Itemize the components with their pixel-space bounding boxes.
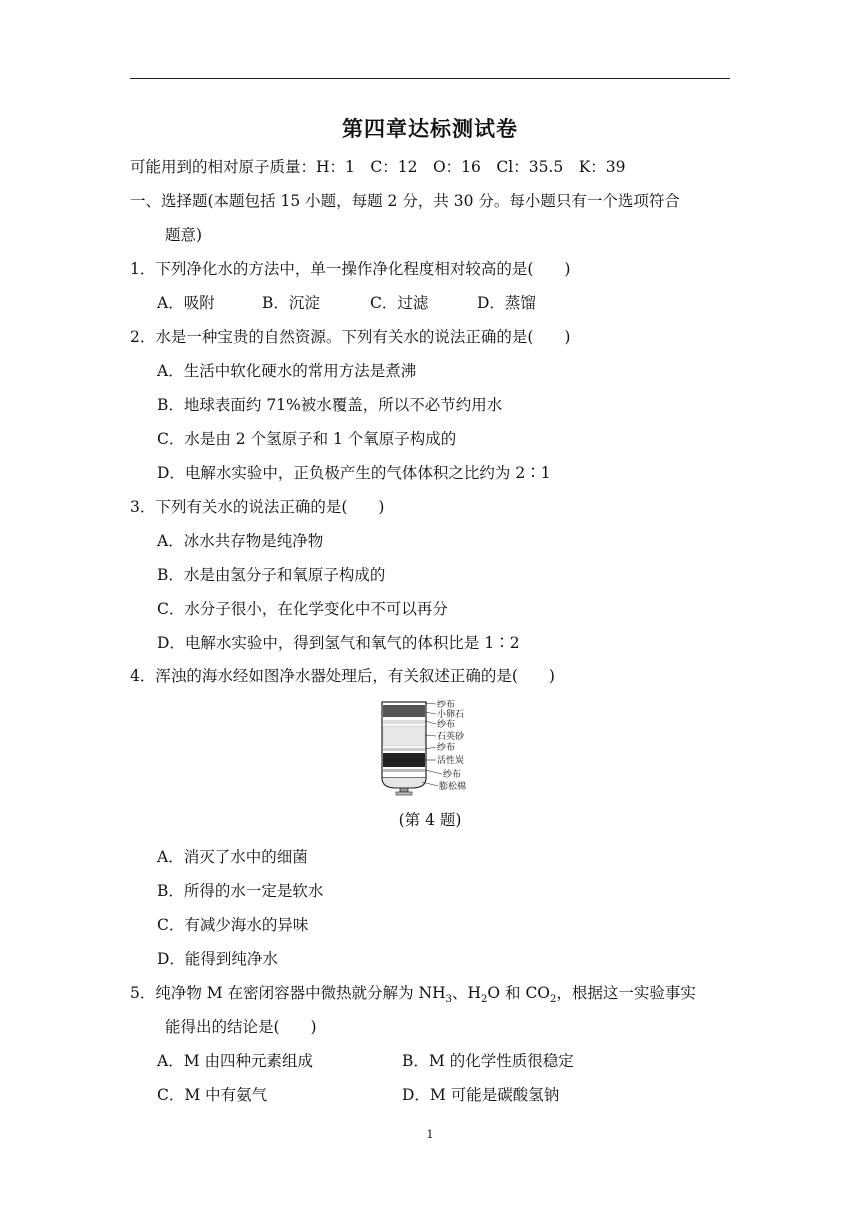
water-purifier-figure [378,700,488,800]
q3-option-b: B．水是由氢分子和氧原子构成的 [157,566,386,584]
gauze-layer-3 [383,769,425,772]
q3-option-c: C．水分子很小，在化学变化中不可以再分 [157,600,448,618]
q4-option-a: A．消灭了水中的细菌 [157,848,308,866]
label-quartz-sand: 石英砂 [437,732,465,742]
figure-caption: (第 4 题) [398,811,462,829]
label-gauze-1: 纱布 [437,700,456,710]
q5-option-a: A．M 由四种元素组成 [157,1052,313,1070]
q1-option-d: D．蒸馏 [477,294,536,312]
section-heading: 一、选择题(本题包括 15 小题，每题 2 分，共 30 分。每小题只有一个选项符合 [130,192,680,210]
label-gauze-3: 纱布 [437,743,456,753]
question-5-stem: 5．纯净物 M 在密闭容器中微热就分解为 $NH_3$、$H_2O$ 和 $CO_2$，根据这一实验事实 [130,984,696,1006]
question-2-stem: 2．水是一种宝贵的自然资源。下列有关水的说法正确的是( ) [130,328,571,346]
question-3-stem: 3．下列有关水的说法正确的是( ) [130,498,385,516]
quartz-sand-layer [383,726,425,746]
q2-option-a: A．生活中软化硬水的常用方法是煮沸 [157,362,417,380]
q1-option-a: A．吸附 [157,294,215,312]
page-number: 1 [426,1128,434,1141]
bottle-cap [400,788,408,792]
label-gauze-2: 纱布 [437,720,456,730]
page-title: 第四章达标测试卷 [342,117,518,141]
header-rule [130,78,730,79]
gauze-layer [383,720,425,724]
question-5-stem-cont: 能得出的结论是( ) [165,1018,317,1036]
label-gauze-4: 纱布 [443,770,462,780]
section-heading-cont: 题意) [165,226,203,244]
bottle-bottom [382,778,426,788]
question-4-stem: 4．浑浊的海水经如图净水器处理后，有关叙述正确的是( ) [130,667,555,685]
label-cotton: 膨松棉 [439,782,467,792]
q2-option-b: B．地球表面约 71%被水覆盖，所以不必节约用水 [157,396,503,414]
gauze-layer-2 [383,748,425,751]
label-activated-carbon: 活性炭 [437,756,465,766]
q3-option-a: A．冰水共存物是纯净物 [157,532,324,550]
q2-option-c: C．水是由 2 个氢原子和 1 个氧原子构成的 [157,430,457,448]
q5-option-c: C．M 中有氨气 [157,1086,268,1104]
question-1-stem: 1．下列净化水的方法中，单一操作净化程度相对较高的是( ) [130,260,571,278]
label-pebbles: 小卵石 [437,710,465,720]
q5-option-b: B．M 的化学性质很稳定 [402,1052,574,1070]
q1-option-b: B．沉淀 [262,294,320,312]
q4-option-b: B．所得的水一定是软水 [157,882,324,900]
activated-carbon-layer [383,753,425,767]
q1-option-c: C．过滤 [370,294,429,312]
atomic-masses-note: 可能用到的相对原子质量：H：1 C：12 O：16 Cl：35.5 K：39 [130,158,626,176]
pebble-layer [383,705,425,717]
q4-option-d: D．能得到纯净水 [157,950,278,968]
q2-option-d: D．电解水实验中，正负极产生的气体体积之比约为 2∶1 [157,464,551,482]
q3-option-d: D．电解水实验中，得到氢气和氧气的体积比是 1∶2 [157,634,520,652]
q4-option-c: C．有减少海水的异味 [157,916,309,934]
bottle-nozzle [396,792,412,795]
q5-option-d: D．M 可能是碳酸氢钠 [402,1086,560,1104]
